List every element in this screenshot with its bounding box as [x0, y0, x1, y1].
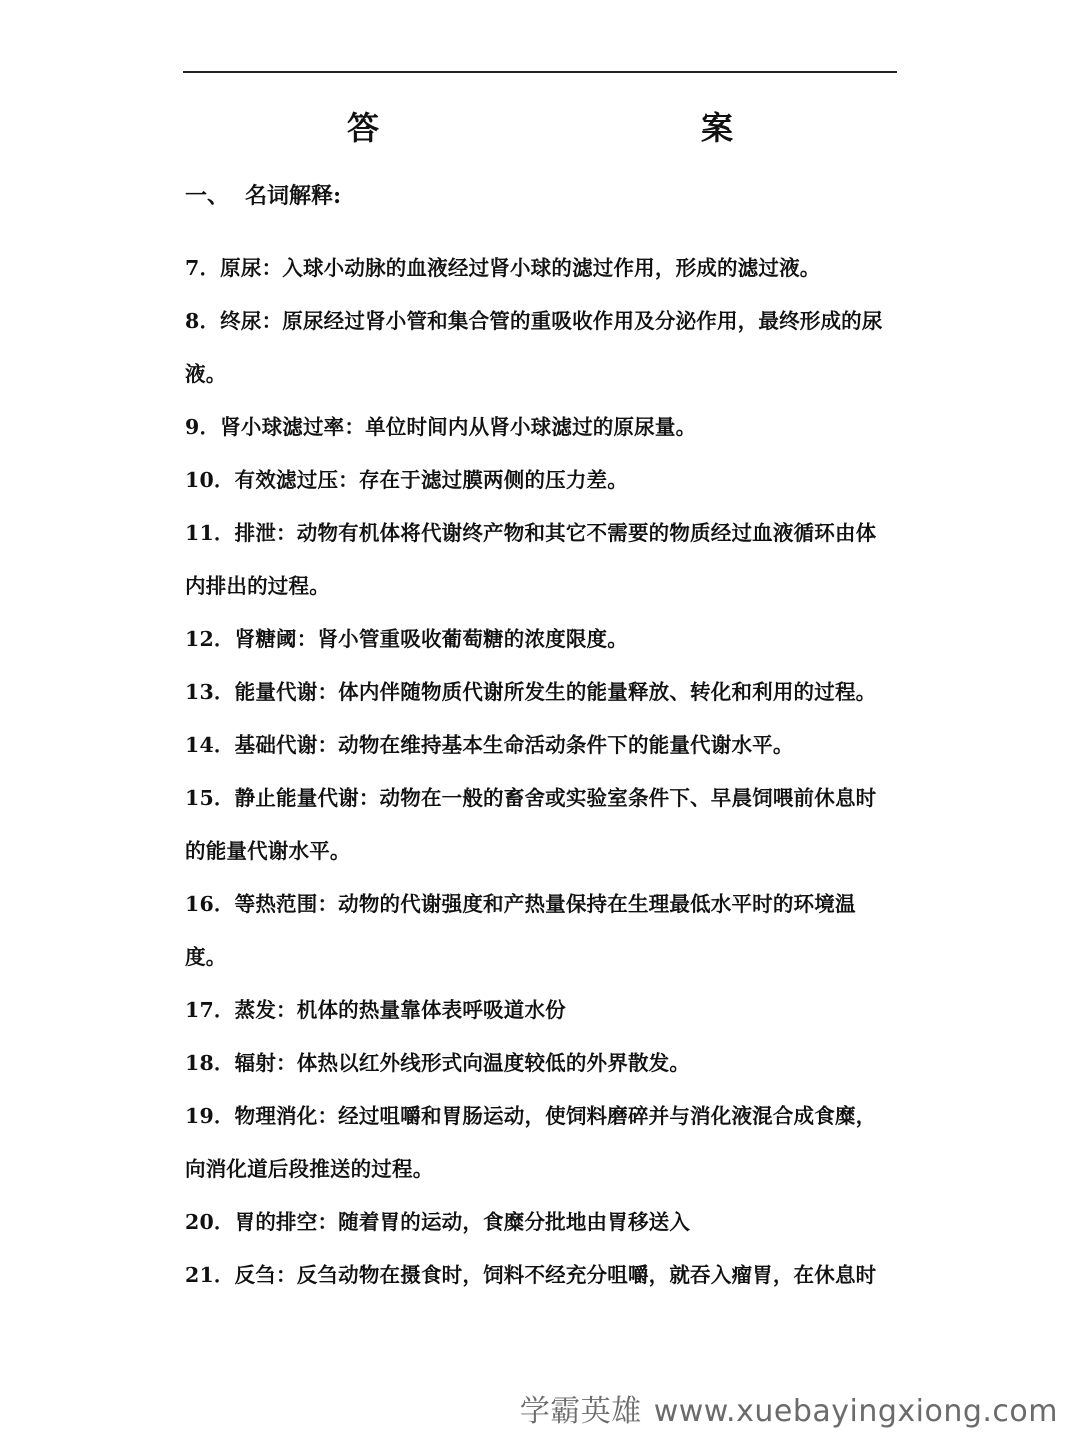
definition-entry-16	[185, 878, 897, 984]
entry-term: 肾小球滤过率：	[220, 415, 366, 439]
definition-entry-10	[185, 454, 897, 507]
entry-number: 13．	[185, 680, 235, 704]
entry-definition: 动物有机体将代谢终产物和其它不需要的物质经过血液循环由体内排出的过程。	[185, 521, 877, 598]
definition-entry-15	[185, 772, 897, 878]
entry-term: 排泄：	[234, 521, 297, 545]
definition-entry-18	[185, 1037, 897, 1090]
entry-term: 辐射：	[234, 1051, 297, 1075]
entry-definition: 肾小管重吸收葡萄糖的浓度限度。	[317, 627, 628, 651]
watermark-brand: 学霸英雄	[519, 1394, 642, 1429]
entry-number: 20．	[185, 1210, 235, 1234]
entry-term: 等热范围：	[234, 892, 339, 916]
entry-term: 能量代谢：	[234, 680, 339, 704]
entry-number: 19．	[185, 1104, 235, 1128]
definition-entry-19	[185, 1090, 897, 1196]
definition-list	[185, 242, 897, 1302]
entry-term: 蒸发：	[234, 998, 297, 1022]
definition-entry-12	[185, 613, 897, 666]
definition-entry-8	[185, 295, 897, 401]
section-heading	[185, 180, 885, 212]
entry-number: 21．	[185, 1263, 235, 1287]
entry-number: 11．	[185, 521, 235, 545]
entry-number: 18．	[185, 1051, 235, 1075]
entry-number: 7．	[185, 256, 221, 280]
entry-definition: 动物的代谢强度和产热量保持在生理最低水平时的环境温度。	[185, 892, 856, 969]
entry-definition: 反刍动物在摄食时，饲料不经充分咀嚼，就吞入瘤胃，在休息时	[296, 1263, 877, 1287]
top-rule	[183, 71, 897, 73]
entry-number: 12．	[185, 627, 235, 651]
entry-definition: 体内伴随物质代谢所发生的能量释放、转化和利用的过程。	[338, 680, 877, 704]
entry-term: 肾糖阈：	[234, 627, 318, 651]
entry-number: 9．	[185, 415, 221, 439]
definition-entry-7	[185, 242, 897, 295]
entry-definition: 动物在一般的畜舍或实验室条件下、早晨饲喂前休息时的能量代谢水平。	[185, 786, 877, 863]
definition-entry-9	[185, 401, 897, 454]
page-title: 答 案	[346, 109, 819, 147]
definition-entry-13	[185, 666, 897, 719]
entry-number: 8．	[185, 309, 221, 333]
entry-number: 16．	[185, 892, 235, 916]
definition-entry-11	[185, 507, 897, 613]
entry-definition: 原尿经过肾小管和集合管的重吸收作用及分泌作用，最终形成的尿液。	[185, 309, 883, 386]
entry-term: 静止能量代谢：	[234, 786, 380, 810]
entry-term: 基础代谢：	[234, 733, 339, 757]
entry-term: 胃的排空：	[234, 1210, 339, 1234]
watermark-url: www.xuebayingxiong.com	[653, 1394, 1058, 1429]
definition-entry-17	[185, 984, 897, 1037]
entry-definition: 动物在维持基本生命活动条件下的能量代谢水平。	[338, 733, 794, 757]
entry-term: 反刍：	[234, 1263, 297, 1287]
entry-term: 有效滤过压：	[234, 468, 359, 492]
definition-entry-14	[185, 719, 897, 772]
entry-term: 物理消化：	[234, 1104, 339, 1128]
entry-number: 15．	[185, 786, 235, 810]
site-watermark	[520, 1386, 1058, 1430]
entry-term: 终尿：	[220, 309, 283, 333]
entry-definition: 单位时间内从肾小球滤过的原尿量。	[365, 415, 697, 439]
entry-definition: 机体的热量靠体表呼吸道水份	[296, 998, 566, 1022]
entry-definition: 经过咀嚼和胃肠运动，使饲料磨碎并与消化液混合成食糜，向消化道后段推送的过程。	[185, 1104, 877, 1181]
definition-entry-21	[185, 1249, 897, 1302]
definition-entry-20	[185, 1196, 897, 1249]
entry-number: 17．	[185, 998, 235, 1022]
entry-definition: 存在于滤过膜两侧的压力差。	[358, 468, 628, 492]
entry-term: 原尿：	[220, 256, 283, 280]
entry-definition: 入球小动脉的血液经过肾小球的滤过作用，形成的滤过液。	[282, 256, 821, 280]
entry-definition: 体热以红外线形式向温度较低的外界散发。	[296, 1051, 691, 1075]
section-heading-text: 名词解释:	[245, 183, 342, 209]
section-number: 一、	[185, 183, 230, 209]
entry-definition: 随着胃的运动，食糜分批地由胃移送入	[338, 1210, 691, 1234]
entry-number: 14．	[185, 733, 235, 757]
entry-number: 10．	[185, 468, 235, 492]
